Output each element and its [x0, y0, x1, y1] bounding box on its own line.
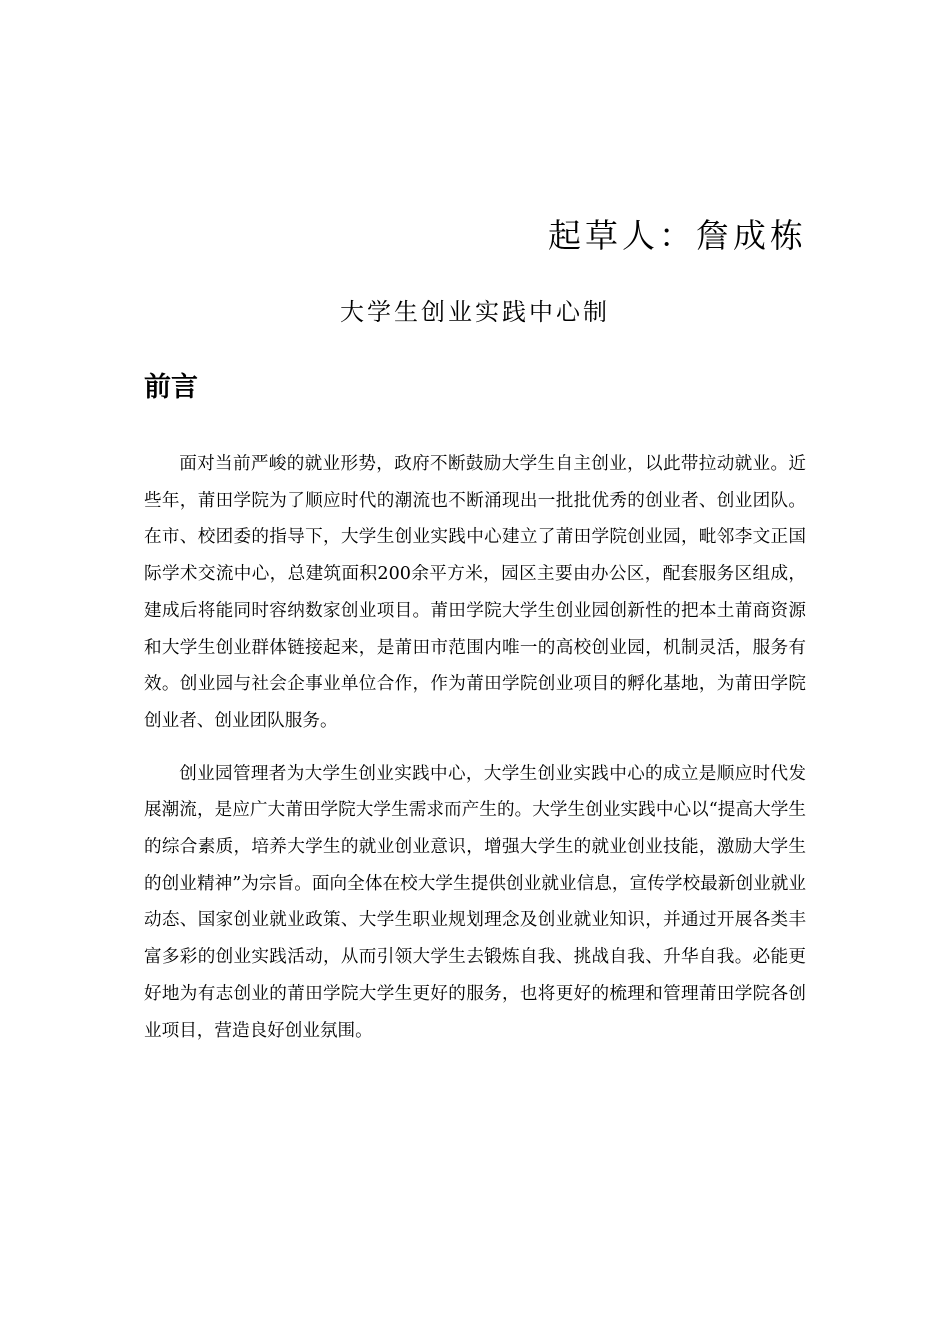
paragraph-1: 面对当前严峻的就业形势，政府不断鼓励大学生自主创业，以此带拉动就业。近些年，莆田学院为了顺应时代的潮流也不断涌现出一批批优秀的创业者、创业团队。在市、校团委的指导下，大学生创业实践中心建立了莆田学院创业园，毗邻李文正国际学术交流中心，总建筑面积200余平方米，园区主要由办公区，配套服务区组成，建成后将能同时容纳数家创业项目。莆田学院大学生创业园创新性的把本土莆商资源和大学生创业群体链接起来，是莆田市范围内唯一的高校创业园，机制灵活，服务有效。创业园与社会企事业单位合作，作为莆田学院创业项目的孵化基地，为莆田学院创业者、创业团队服务。 [144, 454, 806, 731]
document-title: 大学生创业实践中心制 [340, 298, 610, 326]
body-text [144, 446, 806, 1049]
section-heading-preface: 前言 [144, 372, 198, 403]
paragraph-2: 创业园管理者为大学生创业实践中心，大学生创业实践中心的成立是顺应时代发展潮流，是应广大莆田学院大学生需求而产生的。大学生创业实践中心以“提高大学生的综合素质，培养大学生的就业创业意识，增强大学生的就业创业技能，激励大学生的创业精神”为宗旨。面向全体在校大学生提供创业就业信息，宣传学校最新创业就业动态、国家创业就业政策、大学生职业规划理念及创业就业知识，并通过开展各类丰富多彩的创业实践活动，从而引领大学生去锻炼自我、挑战自我、升华自我。必能更好地为有志创业的莆田学院大学生更好的服务，也将更好的梳理和管理莆田学院各创业项目，营造良好创业氛围。 [144, 763, 806, 1041]
drafter-line: 起草人：詹成栋 [548, 216, 807, 255]
